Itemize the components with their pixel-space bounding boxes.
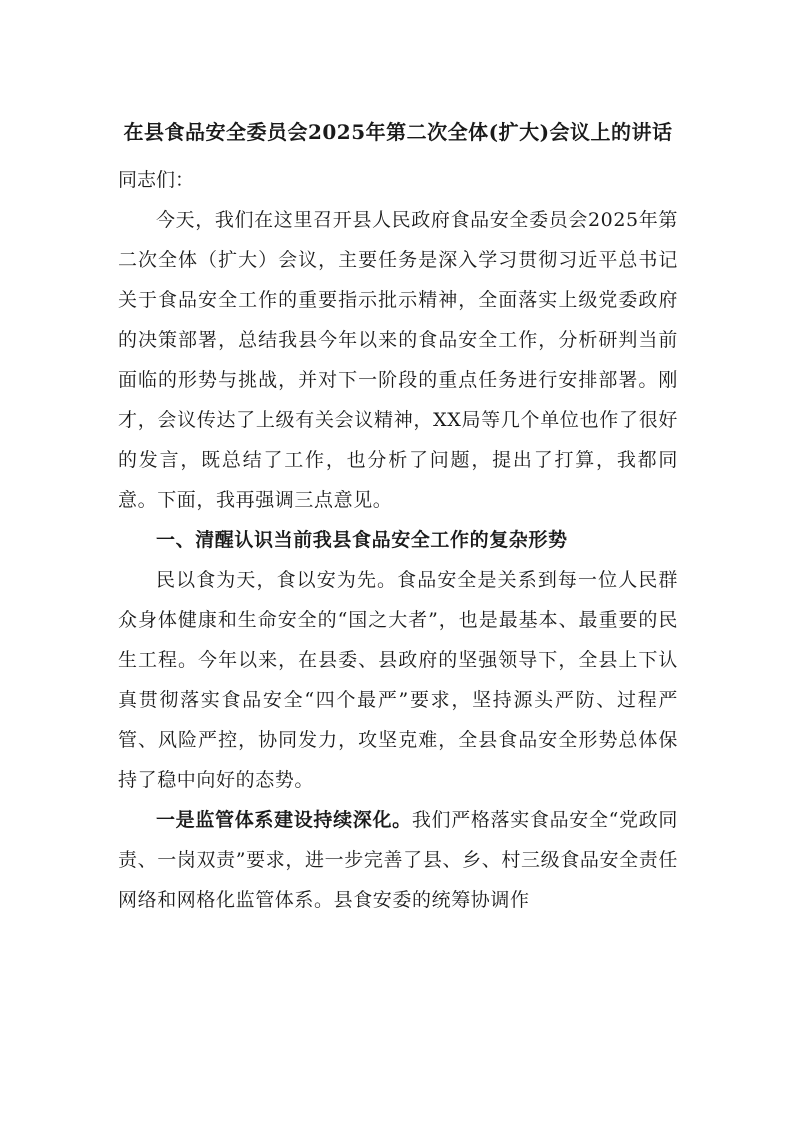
point1-lead: 一是监管体系建设持续深化。 bbox=[156, 809, 412, 831]
intro-paragraph: 今天，我们在这里召开县人民政府食品安全委员会2025年第二次全体（扩大）会议，主要任务是深入学习贯彻习近平总书记关于食品安全工作的重要指示批示精神，全面落实上级党委政府的决策部署，总结我县今年以来的食品安全工作，分析研判当前面临的形势与挑战，并对下一阶段的重点任务进行安排部署。刚才，会议传达了上级有关会议精神，XX局等几个单位也作了很好的发言，既总结了工作，也分析了问题，提出了打算，我都同意。下面，我再强调三点意见。 bbox=[118, 209, 678, 511]
greeting: 同志们： bbox=[118, 169, 195, 191]
section1-paragraph: 民以食为天，食以安为先。食品安全是关系到每一位人民群众身体健康和生命安全的“国之大者”，也是最基本、最重要的民生工程。今年以来，在县委、县政府的坚强领导下，全县上下认真贯彻落实食品安全“四个最严”要求，坚持源头严防、过程严管、风险严控，协同发力，攻坚克难，全县食品安全形势总体保持了稳中向好的态势。 bbox=[118, 569, 678, 791]
point1-text: 我们严格落实食品安全“党政同责、一岗双责”要求，进一步完善了县、乡、村三级食品安全责任网络和网格化监管体系。县食安委的统筹协调作 bbox=[118, 809, 678, 911]
document-title: 在县食品安全委员会2025年第二次全体(扩大)会议上的讲话 bbox=[123, 120, 673, 144]
document-page bbox=[118, 112, 678, 920]
section-heading-1: 一、清醒认识当前我县食品安全工作的复杂形势 bbox=[156, 529, 568, 551]
point1-paragraph bbox=[118, 800, 678, 920]
